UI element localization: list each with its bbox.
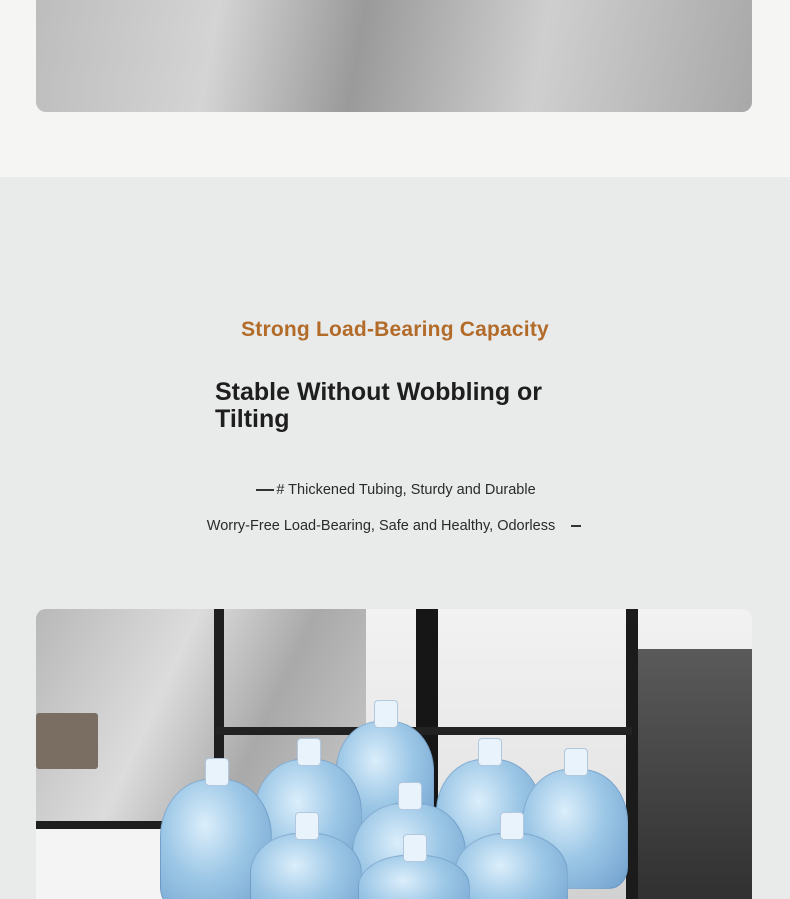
top-section <box>0 0 790 177</box>
dash-decoration-icon <box>256 489 274 491</box>
water-bottle-icon <box>250 833 362 899</box>
kitchen-appliance <box>636 649 752 899</box>
water-bottles-rack-photo <box>36 609 752 899</box>
feature-text-1: # Thickened Tubing, Sturdy and Durable <box>276 482 536 498</box>
feature-line-2 <box>0 518 790 534</box>
dash-decoration-icon <box>571 525 581 527</box>
water-bottle-icon <box>454 833 568 899</box>
feature-text-2: Worry-Free Load-Bearing, Safe and Healthy, Odorless <box>206 518 556 534</box>
feature-line-1 <box>0 482 790 498</box>
section-headline: Stable Without Wobbling or Tilting <box>215 378 543 433</box>
section-eyebrow: Strong Load-Bearing Capacity <box>241 318 549 341</box>
lamp-icon <box>36 713 98 769</box>
product-floor-photo <box>36 0 752 112</box>
cabinet <box>36 821 166 899</box>
rack-frame-bar <box>216 727 632 735</box>
load-bearing-section <box>0 177 790 899</box>
